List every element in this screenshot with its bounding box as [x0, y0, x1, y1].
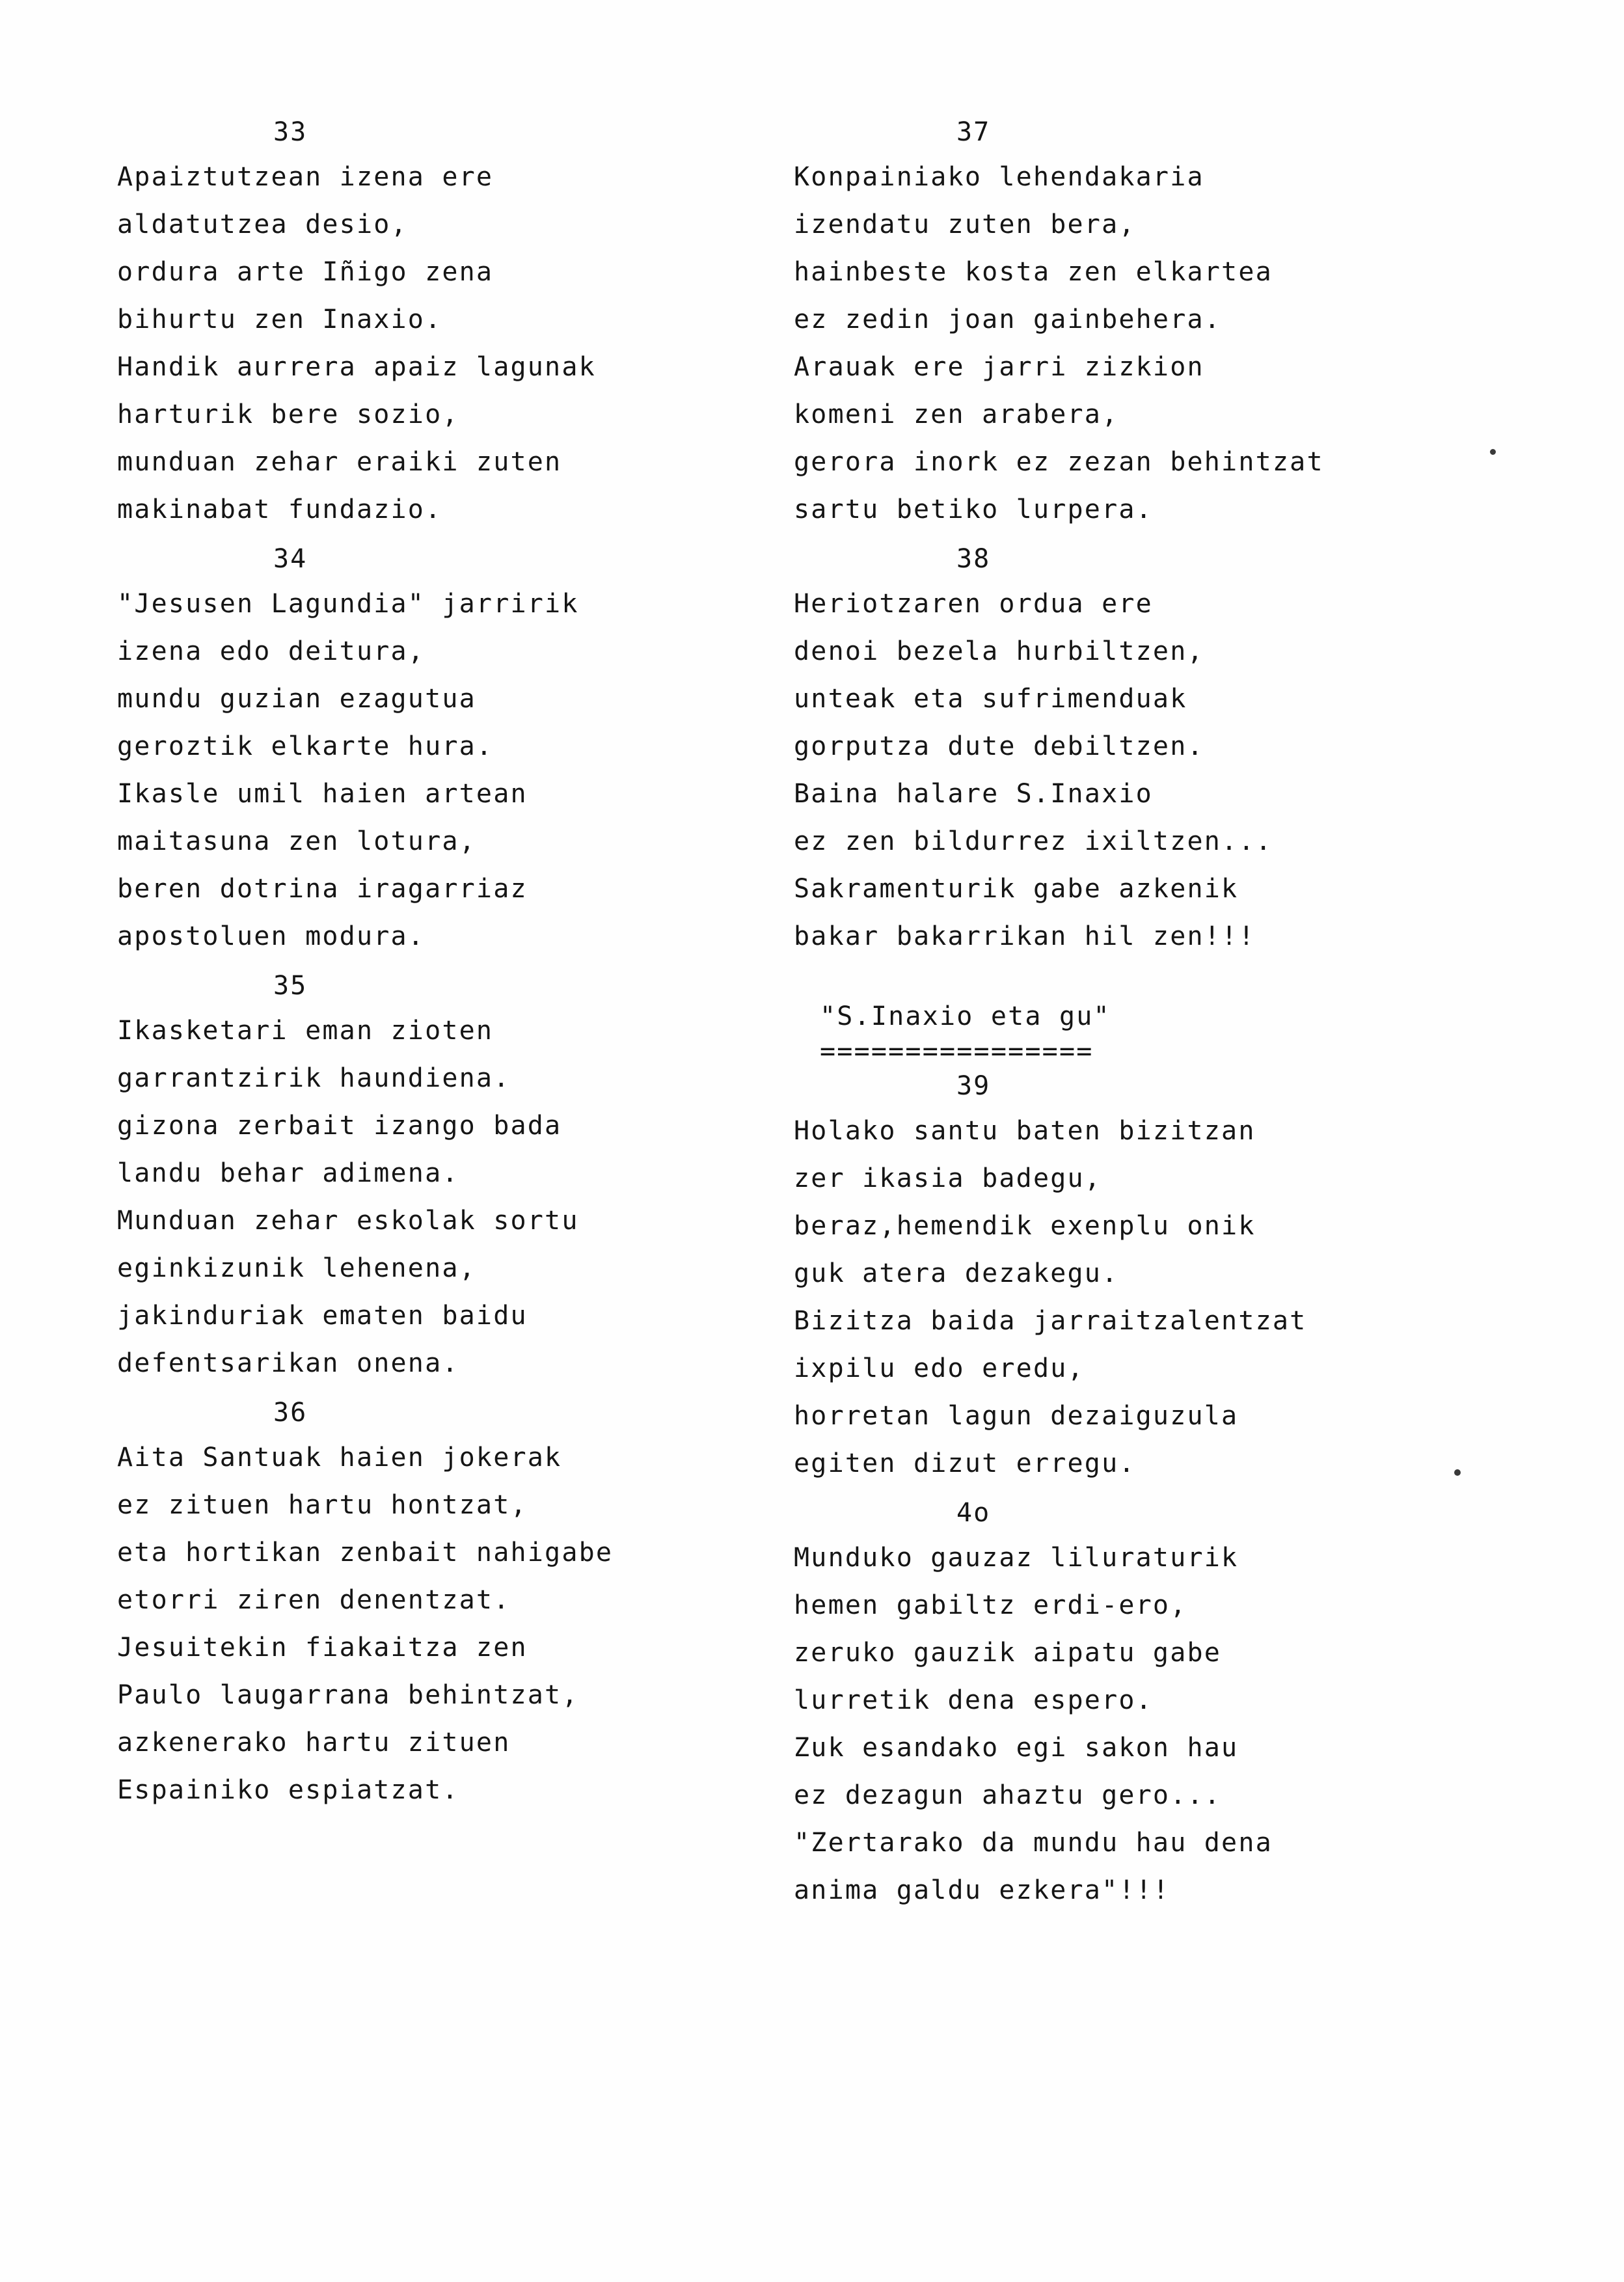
verse-stanza: [794, 994, 1624, 1487]
verse-line: lurretik dena espero.: [794, 1685, 1153, 1715]
verse-stanza: [117, 537, 735, 960]
left-column: [0, 111, 735, 1818]
verse-line: maitasuna zen lotura,: [117, 826, 476, 856]
verse-line: hemen gabiltz erdi-ero,: [794, 1590, 1187, 1620]
verse-line: eginkizunik lehenena,: [117, 1253, 476, 1283]
verse-stanza: [794, 1491, 1624, 1914]
verse-line: landu behar adimena.: [117, 1158, 459, 1188]
verse-line: ez dezagun ahaztu gero...: [794, 1780, 1222, 1810]
verse-line: Heriotzaren ordua ere: [794, 589, 1153, 619]
verse-line: apostoluen modura.: [117, 921, 426, 951]
verse-line: hainbeste kosta zen elkartea: [794, 257, 1273, 287]
stanza-number: 38: [956, 544, 991, 574]
verse-line: Arauak ere jarri zizkion: [794, 352, 1204, 382]
verse-line: Aita Santuak haien jokerak: [117, 1443, 562, 1473]
verse-line: ordura arte Iñigo zena: [117, 257, 494, 287]
verse-line: gorputza dute debiltzen.: [794, 731, 1204, 761]
verse-line: ez zituen hartu hontzat,: [117, 1490, 528, 1520]
verse-line: unteak eta sufrimenduak: [794, 684, 1187, 714]
verse-line: aldatutzea desio,: [117, 210, 408, 239]
verse-line: Munduan zehar eskolak sortu: [117, 1206, 579, 1236]
section-heading-title: "S.Inaxio eta gu": [820, 1001, 1111, 1031]
verse-line: munduan zehar eraiki zuten: [117, 447, 562, 477]
stanza-number: 39: [956, 1071, 991, 1101]
verse-line: Handik aurrera apaiz lagunak: [117, 352, 596, 382]
verse-line: komeni zen arabera,: [794, 400, 1119, 429]
verse-line: bihurtu zen Inaxio.: [117, 305, 442, 334]
verse-line: garrantzirik haundiena.: [117, 1063, 511, 1093]
two-column-layout: [0, 111, 1624, 1918]
verse-line: "Jesusen Lagundia" jarririk: [117, 589, 579, 619]
verse-line: geroztik elkarte hura.: [117, 731, 494, 761]
verse-line: anima galdu ezkera"!!!: [794, 1875, 1171, 1905]
verse-line: Bizitza baida jarraitzalentzat: [794, 1306, 1307, 1336]
stanza-number: 36: [273, 1398, 308, 1428]
verse-line: izena edo deitura,: [117, 636, 426, 666]
verse-line: beraz,hemendik exenplu onik: [794, 1211, 1256, 1241]
verse-line: Munduko gauzaz liluraturik: [794, 1543, 1239, 1573]
verse-line: ez zen bildurrez ixiltzen...: [794, 826, 1273, 856]
stanza-number: 35: [273, 971, 308, 1001]
verse-line: denoi bezela hurbiltzen,: [794, 636, 1204, 666]
verse-line: Baina halare S.Inaxio: [794, 779, 1153, 809]
verse-line: bakar bakarrikan hil zen!!!: [794, 921, 1256, 951]
stanza-number: 33: [273, 117, 308, 147]
verse-line: azkenerako hartu zituen: [117, 1728, 511, 1758]
verse-line: defentsarikan onena.: [117, 1348, 459, 1378]
verse-line: sartu betiko lurpera.: [794, 495, 1153, 524]
verse-line: zer ikasia badegu,: [794, 1163, 1102, 1193]
verse-line: makinabat fundazio.: [117, 495, 442, 524]
stanza-number: 37: [956, 117, 991, 147]
verse-line: egiten dizut erregu.: [794, 1448, 1136, 1478]
verse-line: eta hortikan zenbait nahigabe: [117, 1538, 614, 1568]
verse-stanza: [794, 111, 1624, 534]
verse-line: Paulo laugarrana behintzat,: [117, 1680, 579, 1710]
page-speck: [1490, 449, 1496, 455]
verse-stanza: [117, 111, 735, 534]
verse-line: ixpilu edo eredu,: [794, 1353, 1085, 1383]
verse-line: gerora inork ez zezan behintzat: [794, 447, 1324, 477]
verse-line: beren dotrina iragarriaz: [117, 874, 528, 904]
verse-line: Jesuitekin fiakaitza zen: [117, 1633, 528, 1663]
verse-line: jakinduriak ematen baidu: [117, 1301, 528, 1331]
verse-line: gizona zerbait izango bada: [117, 1111, 562, 1141]
verse-line: ez zedin joan gainbehera.: [794, 305, 1222, 334]
verse-line: horretan lagun dezaiguzula: [794, 1401, 1239, 1431]
verse-stanza: [117, 964, 735, 1387]
verse-line: harturik bere sozio,: [117, 400, 459, 429]
verse-stanza: [794, 537, 1624, 960]
verse-stanza: [117, 1391, 735, 1814]
page-speck: [1454, 1469, 1461, 1476]
verse-line: Konpainiako lehendakaria: [794, 162, 1204, 192]
section-heading: [794, 994, 1624, 1065]
verse-line: Holako santu baten bizitzan: [794, 1116, 1256, 1146]
verse-line: "Zertarako da mundu hau dena: [794, 1828, 1273, 1858]
stanza-number: 4o: [956, 1498, 991, 1528]
verse-line: mundu guzian ezagutua: [117, 684, 476, 714]
verse-line: Sakramenturik gabe azkenik: [794, 874, 1239, 904]
verse-line: Zuk esandako egi sakon hau: [794, 1733, 1239, 1763]
verse-line: Apaiztutzean izena ere: [117, 162, 494, 192]
verse-line: izendatu zuten bera,: [794, 210, 1136, 239]
stanza-number: 34: [273, 544, 308, 574]
verse-line: etorri ziren denentzat.: [117, 1585, 511, 1615]
verse-line: Ikasle umil haien artean: [117, 779, 528, 809]
verse-line: Ikasketari eman zioten: [117, 1016, 494, 1046]
verse-line: Espainiko espiatzat.: [117, 1775, 459, 1805]
verse-line: guk atera dezakegu.: [794, 1258, 1119, 1288]
verse-line: zeruko gauzik aipatu gabe: [794, 1638, 1222, 1668]
section-heading-rule: ================: [820, 1037, 1094, 1066]
right-column: [735, 111, 1624, 1918]
